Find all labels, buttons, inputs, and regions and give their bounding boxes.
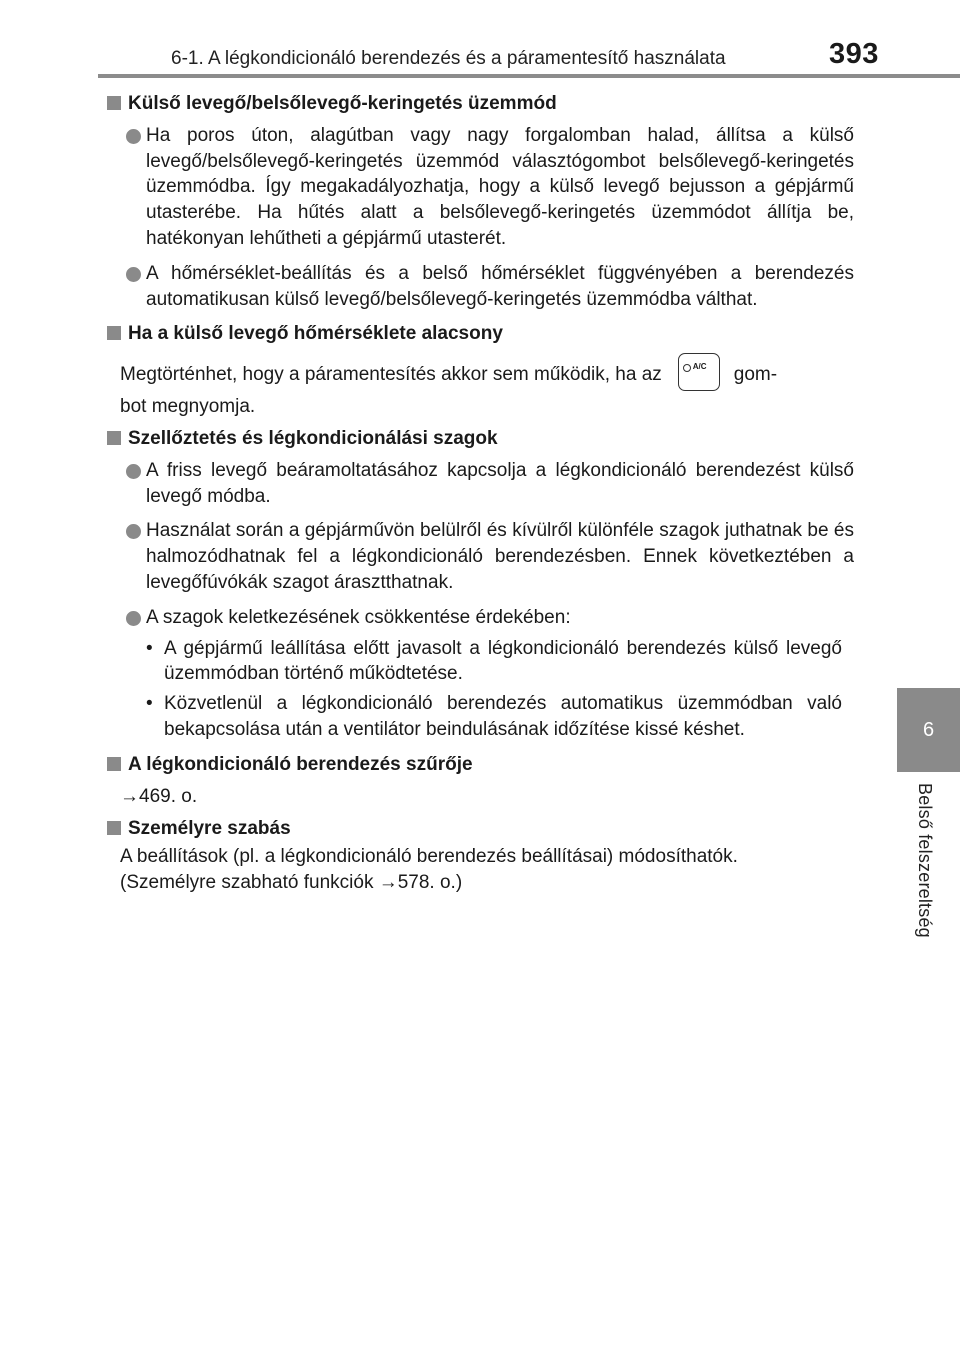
section-heading: Szellőztetés és légkondicionálási szagok (106, 426, 854, 452)
indicator-light-icon (683, 364, 691, 372)
paragraph: A beállítások (pl. a légkondicionáló berendezés beállításai) módosíthatók. (120, 846, 738, 868)
bullet-item: A hőmérséklet-beállítás és a belső hőmérséklet függvényében a berendezés automatikusan külső levegő/belsőlevegő-keringetés üzemmódba válthat. (106, 261, 854, 313)
paragraph: bot megnyomja. (120, 396, 256, 418)
chapter-tab (897, 688, 960, 772)
square-bullet-icon (107, 431, 121, 445)
header-rule (98, 74, 960, 78)
round-bullet-icon (126, 464, 141, 479)
round-bullet-icon (126, 129, 141, 144)
bullet-item: Használat során a gépjárművön belülről és kívülről különféle szagok juthatnak be és halmozódhatnak fel a légkondicionáló berendezésben. Ennek következtében a levegőfúvókák szagot árasztthatnak. (106, 518, 854, 595)
chapter-tab-label: Belső felszereltség (915, 783, 935, 938)
page-reference: →469. o. (120, 785, 198, 807)
chapter-title: 6-1. A légkondicionáló berendezés és a páramentesítő használata (171, 48, 726, 69)
square-bullet-icon (107, 821, 121, 835)
bullet-item: Ha poros úton, alagútban vagy nagy forgalomban halad, állítsa a külső levegő/belsőlevegő-keringetés üzemmód választógombot belsőlevegő-keringetés üzemmódba. Így megakadályozhatja, hogy a külső levegő bejusson a gépjármű utasterébe. Ha hűtés alatt a belsőlevegő-keringetés üzemmódot állítja be, hatékonyan lehűtheti a gépjármű utasterét. (106, 123, 854, 252)
round-bullet-icon (126, 267, 141, 282)
section-heading: Külső levegő/belsőlevegő-keringetés üzemmód (106, 91, 854, 117)
paragraph: Megtörténhet, hogy a páramentesítés akkor sem működik, ha az A/C gom- (106, 355, 854, 394)
round-bullet-icon (126, 611, 141, 626)
section-heading: Személyre szabás (106, 816, 854, 842)
chapter-tab-number: 6 (922, 718, 935, 741)
bullet-item: A friss levegő beáramoltatásához kapcsolja a légkondicionáló berendezést külső levegő módba. (106, 458, 854, 510)
section-heading: A légkondicionáló berendezés szűrője (106, 752, 854, 778)
bullet-item: A szagok keletkezésének csökkentése érdekében: (106, 605, 854, 631)
section-heading: Ha a külső levegő hőmérséklete alacsony (106, 321, 854, 347)
sub-bullet-item: • A gépjármű leállítása előtt javasolt a légkondicionáló berendezés külső levegő üzemmódban történő működtetése. (146, 637, 842, 685)
page-content (106, 91, 854, 896)
square-bullet-icon (107, 96, 121, 110)
square-bullet-icon (107, 326, 121, 340)
sub-bullet-item: • Közvetlenül a légkondicionáló berendezés automatikus üzemmódban való bekapcsolása után a ventilátor beindulásának időzítése kissé késhet. (146, 693, 842, 740)
page-number: 393 (829, 38, 879, 70)
ac-button-icon: A/C (678, 353, 720, 391)
square-bullet-icon (107, 757, 121, 771)
paragraph: (Személyre szabható funkciók →578. o.) (120, 871, 463, 893)
round-bullet-icon (126, 524, 141, 539)
